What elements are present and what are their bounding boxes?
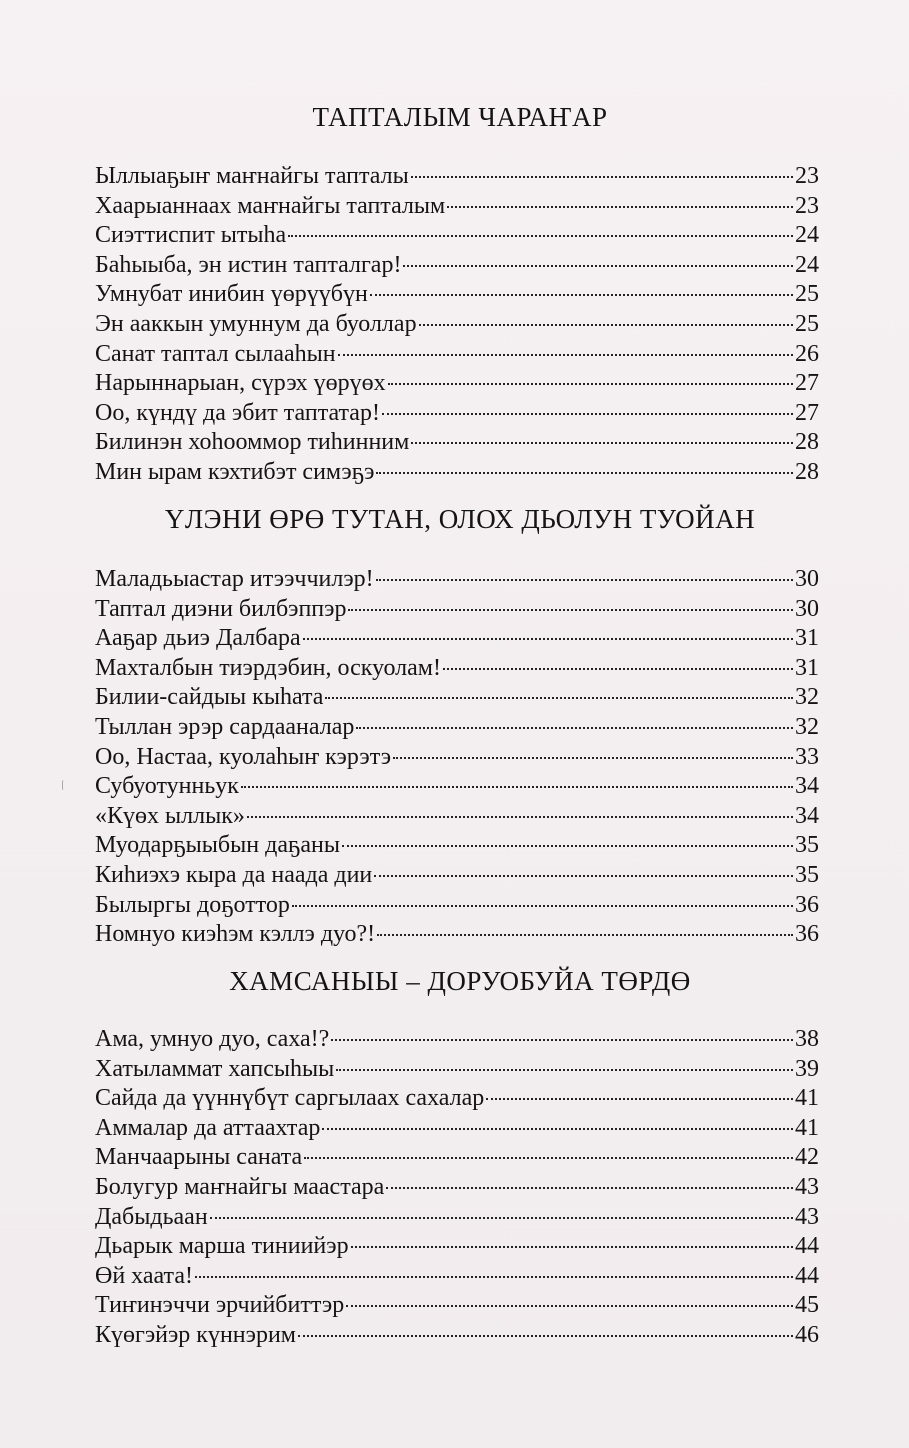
entry-page: 43	[795, 1203, 819, 1230]
toc-entry	[95, 1321, 819, 1351]
entry-title: Таптал диэни билбэппэр	[95, 595, 347, 622]
entry-title: Маладьыастар итээччилэр!	[95, 566, 374, 592]
dot-leader	[351, 1246, 793, 1248]
paper-mark	[62, 780, 66, 790]
toc-entry	[95, 654, 819, 684]
dot-leader	[376, 579, 793, 581]
toc-entry	[95, 1143, 819, 1173]
entry-page: 44	[795, 1262, 819, 1289]
entry-title: Субуотунньук	[95, 773, 239, 800]
entry-title: Оо, Настаа, куолаһыҥ кэрэтэ	[95, 743, 392, 770]
dot-leader	[195, 1276, 793, 1278]
entry-page: 42	[795, 1144, 819, 1171]
dot-leader	[346, 1305, 793, 1307]
toc-entry	[95, 1232, 819, 1262]
entry-page: 33	[795, 743, 819, 770]
entry-page: 26	[795, 340, 819, 367]
entry-page: 32	[795, 713, 819, 740]
entry-title: Муодарҕыыбын даҕаны	[95, 832, 340, 859]
entry-title: Номнуо киэһэм кэллэ дуо?!	[95, 921, 376, 948]
toc-entry	[95, 1173, 819, 1203]
entry-page: 46	[795, 1321, 819, 1348]
toc-entry	[95, 683, 819, 713]
toc-entry	[95, 1291, 819, 1321]
entry-title: Аммалар да аттаахтар	[95, 1114, 321, 1141]
dot-leader	[393, 757, 793, 759]
entry-page: 30	[795, 566, 819, 592]
dot-leader	[247, 816, 793, 818]
section-title: ХАМСАНЫЫ – ДОРУОБУЙА ТӨРДӨ	[229, 966, 691, 996]
dot-leader	[382, 413, 793, 415]
dot-leader	[376, 472, 793, 474]
entry-page: 31	[795, 654, 819, 681]
toc-entry	[95, 340, 819, 370]
entry-title: Болугур маҥнайгы маастара	[95, 1173, 385, 1200]
entry-page: 24	[795, 251, 819, 278]
dot-leader	[374, 875, 793, 877]
entry-title: Дьарык марша тиниийэр	[95, 1233, 349, 1260]
entry-title: Мин ырам кэхтибэт симэҕэ	[95, 458, 375, 485]
dot-leader	[210, 1217, 793, 1219]
toc-entry	[95, 891, 819, 921]
entry-page: 35	[795, 832, 819, 859]
entry-page: 25	[795, 281, 819, 308]
entry-title: Оо, күндү да эбит таптатар!	[95, 399, 380, 426]
entry-title: Эн ааккын умуннум да буоллар	[95, 310, 417, 337]
dot-leader	[342, 845, 793, 847]
entry-page: 25	[795, 310, 819, 337]
dot-leader	[331, 1039, 793, 1041]
dot-leader	[298, 1335, 793, 1337]
entry-title: Манчаарыны саната	[95, 1144, 303, 1171]
dot-leader	[292, 905, 793, 907]
toc-entry	[95, 565, 819, 595]
toc-entry	[95, 920, 819, 950]
toc-entry	[95, 1203, 819, 1233]
entry-page: 28	[795, 429, 819, 456]
entry-page: 27	[795, 399, 819, 426]
toc-entry	[95, 802, 819, 832]
entry-title: Нарыннарыан, сүрэх үөрүөх	[95, 370, 386, 397]
toc-entry	[95, 772, 819, 802]
toc-entry	[95, 1262, 819, 1292]
dot-leader	[370, 294, 793, 296]
entry-page: 32	[795, 684, 819, 711]
entry-title: Ыллыаҕыҥ маҥнайгы тапталы	[95, 163, 409, 189]
toc-entry	[95, 280, 819, 310]
entry-page: 41	[795, 1085, 819, 1112]
toc-entry	[95, 1084, 819, 1114]
entry-title: Өй хаата!	[95, 1262, 193, 1289]
entry-title: Сайда да үүннүбүт саргылаах сахалар	[95, 1085, 485, 1112]
dot-leader	[411, 442, 793, 444]
entry-page: 36	[795, 891, 819, 918]
toc-entry	[95, 1025, 819, 1055]
entry-title: Ааҕар дьиэ Далбара	[95, 625, 301, 652]
toc-entry	[95, 624, 819, 654]
entry-title: Сиэттиспит ытыһа	[95, 222, 287, 249]
toc-entry	[95, 192, 819, 222]
dot-leader	[241, 786, 793, 788]
toc-list	[95, 1025, 819, 1351]
dot-leader	[348, 609, 793, 611]
entry-title: Тыллан эрэр сардааналар	[95, 713, 355, 740]
entry-page: 27	[795, 370, 819, 397]
toc-entry	[95, 162, 819, 192]
toc-entry	[95, 310, 819, 340]
entry-page: 45	[795, 1292, 819, 1319]
dot-leader	[356, 727, 793, 729]
entry-page: 31	[795, 625, 819, 652]
entry-title: Тиҥинэччи эрчийбиттэр	[95, 1292, 345, 1319]
entry-title: Ама, умнуо дуо, саха!?	[95, 1026, 330, 1052]
toc-entry	[95, 831, 819, 861]
toc-entry	[95, 1114, 819, 1144]
toc-entry	[95, 428, 819, 458]
entry-page: 39	[795, 1055, 819, 1082]
entry-page: 23	[795, 192, 819, 219]
entry-title: Билии-сайдыы кыһата	[95, 684, 324, 711]
dot-leader	[325, 697, 793, 699]
toc-entry	[95, 861, 819, 891]
entry-title: Хаарыаннаах маҥнайгы тапталым	[95, 192, 446, 219]
entry-page: 38	[795, 1026, 819, 1052]
dot-leader	[386, 1187, 793, 1189]
entry-title: Күөгэйэр күннэрим	[95, 1321, 296, 1348]
toc-list	[95, 565, 819, 950]
dot-leader	[288, 235, 793, 237]
entry-title: Махталбын тиэрдэбин, оскуолам!	[95, 654, 441, 681]
toc-entry	[95, 743, 819, 773]
dot-leader	[486, 1098, 793, 1100]
entry-page: 35	[795, 861, 819, 888]
toc-entry	[95, 1055, 819, 1085]
toc-entry	[95, 399, 819, 429]
entry-page: 44	[795, 1233, 819, 1260]
entry-page: 28	[795, 458, 819, 485]
section-title: ҮЛЭНИ ӨРӨ ТУТАН, ОЛОХ ДЬОЛУН ТУОЙАН	[164, 504, 756, 534]
dot-leader	[403, 265, 793, 267]
entry-page: 36	[795, 921, 819, 948]
dot-leader	[338, 354, 793, 356]
entry-title: Хатыламмат хапсыһыы	[95, 1055, 335, 1082]
dot-leader	[419, 324, 793, 326]
dot-leader	[322, 1128, 793, 1130]
entry-page: 41	[795, 1114, 819, 1141]
dot-leader	[388, 383, 793, 385]
entry-title: Киһиэхэ кыра да наада дии	[95, 861, 373, 888]
toc-entry	[95, 221, 819, 251]
section-title: ТАПТАЛЫМ ЧАРАҤАР	[312, 102, 608, 132]
dot-leader	[303, 638, 793, 640]
entry-title: Санат таптал сылааһын	[95, 340, 336, 367]
dot-leader	[377, 934, 793, 936]
entry-page: 24	[795, 222, 819, 249]
toc-entry	[95, 458, 819, 488]
entry-title: Дабыдьаан	[95, 1203, 208, 1230]
toc-list	[95, 162, 819, 488]
entry-page: 30	[795, 595, 819, 622]
entry-title: «Күөх ыллык»	[95, 802, 245, 829]
entry-title: Умнубат инибин үөрүүбүн	[95, 281, 368, 308]
entry-title: Баһыыба, эн истин тапталгар!	[95, 251, 402, 278]
entry-page: 34	[795, 773, 819, 800]
dot-leader	[447, 206, 793, 208]
dot-leader	[443, 668, 793, 670]
dot-leader	[304, 1157, 793, 1159]
entry-page: 43	[795, 1173, 819, 1200]
entry-page: 34	[795, 802, 819, 829]
toc-entry	[95, 251, 819, 281]
toc-entry	[95, 369, 819, 399]
toc-entry	[95, 713, 819, 743]
entry-page: 23	[795, 163, 819, 189]
dot-leader	[336, 1069, 793, 1071]
toc-entry	[95, 595, 819, 625]
entry-title: Билинэн хоһооммор тиһинним	[95, 429, 410, 456]
dot-leader	[411, 176, 793, 178]
entry-title: Былыргы доҕоттор	[95, 891, 290, 918]
